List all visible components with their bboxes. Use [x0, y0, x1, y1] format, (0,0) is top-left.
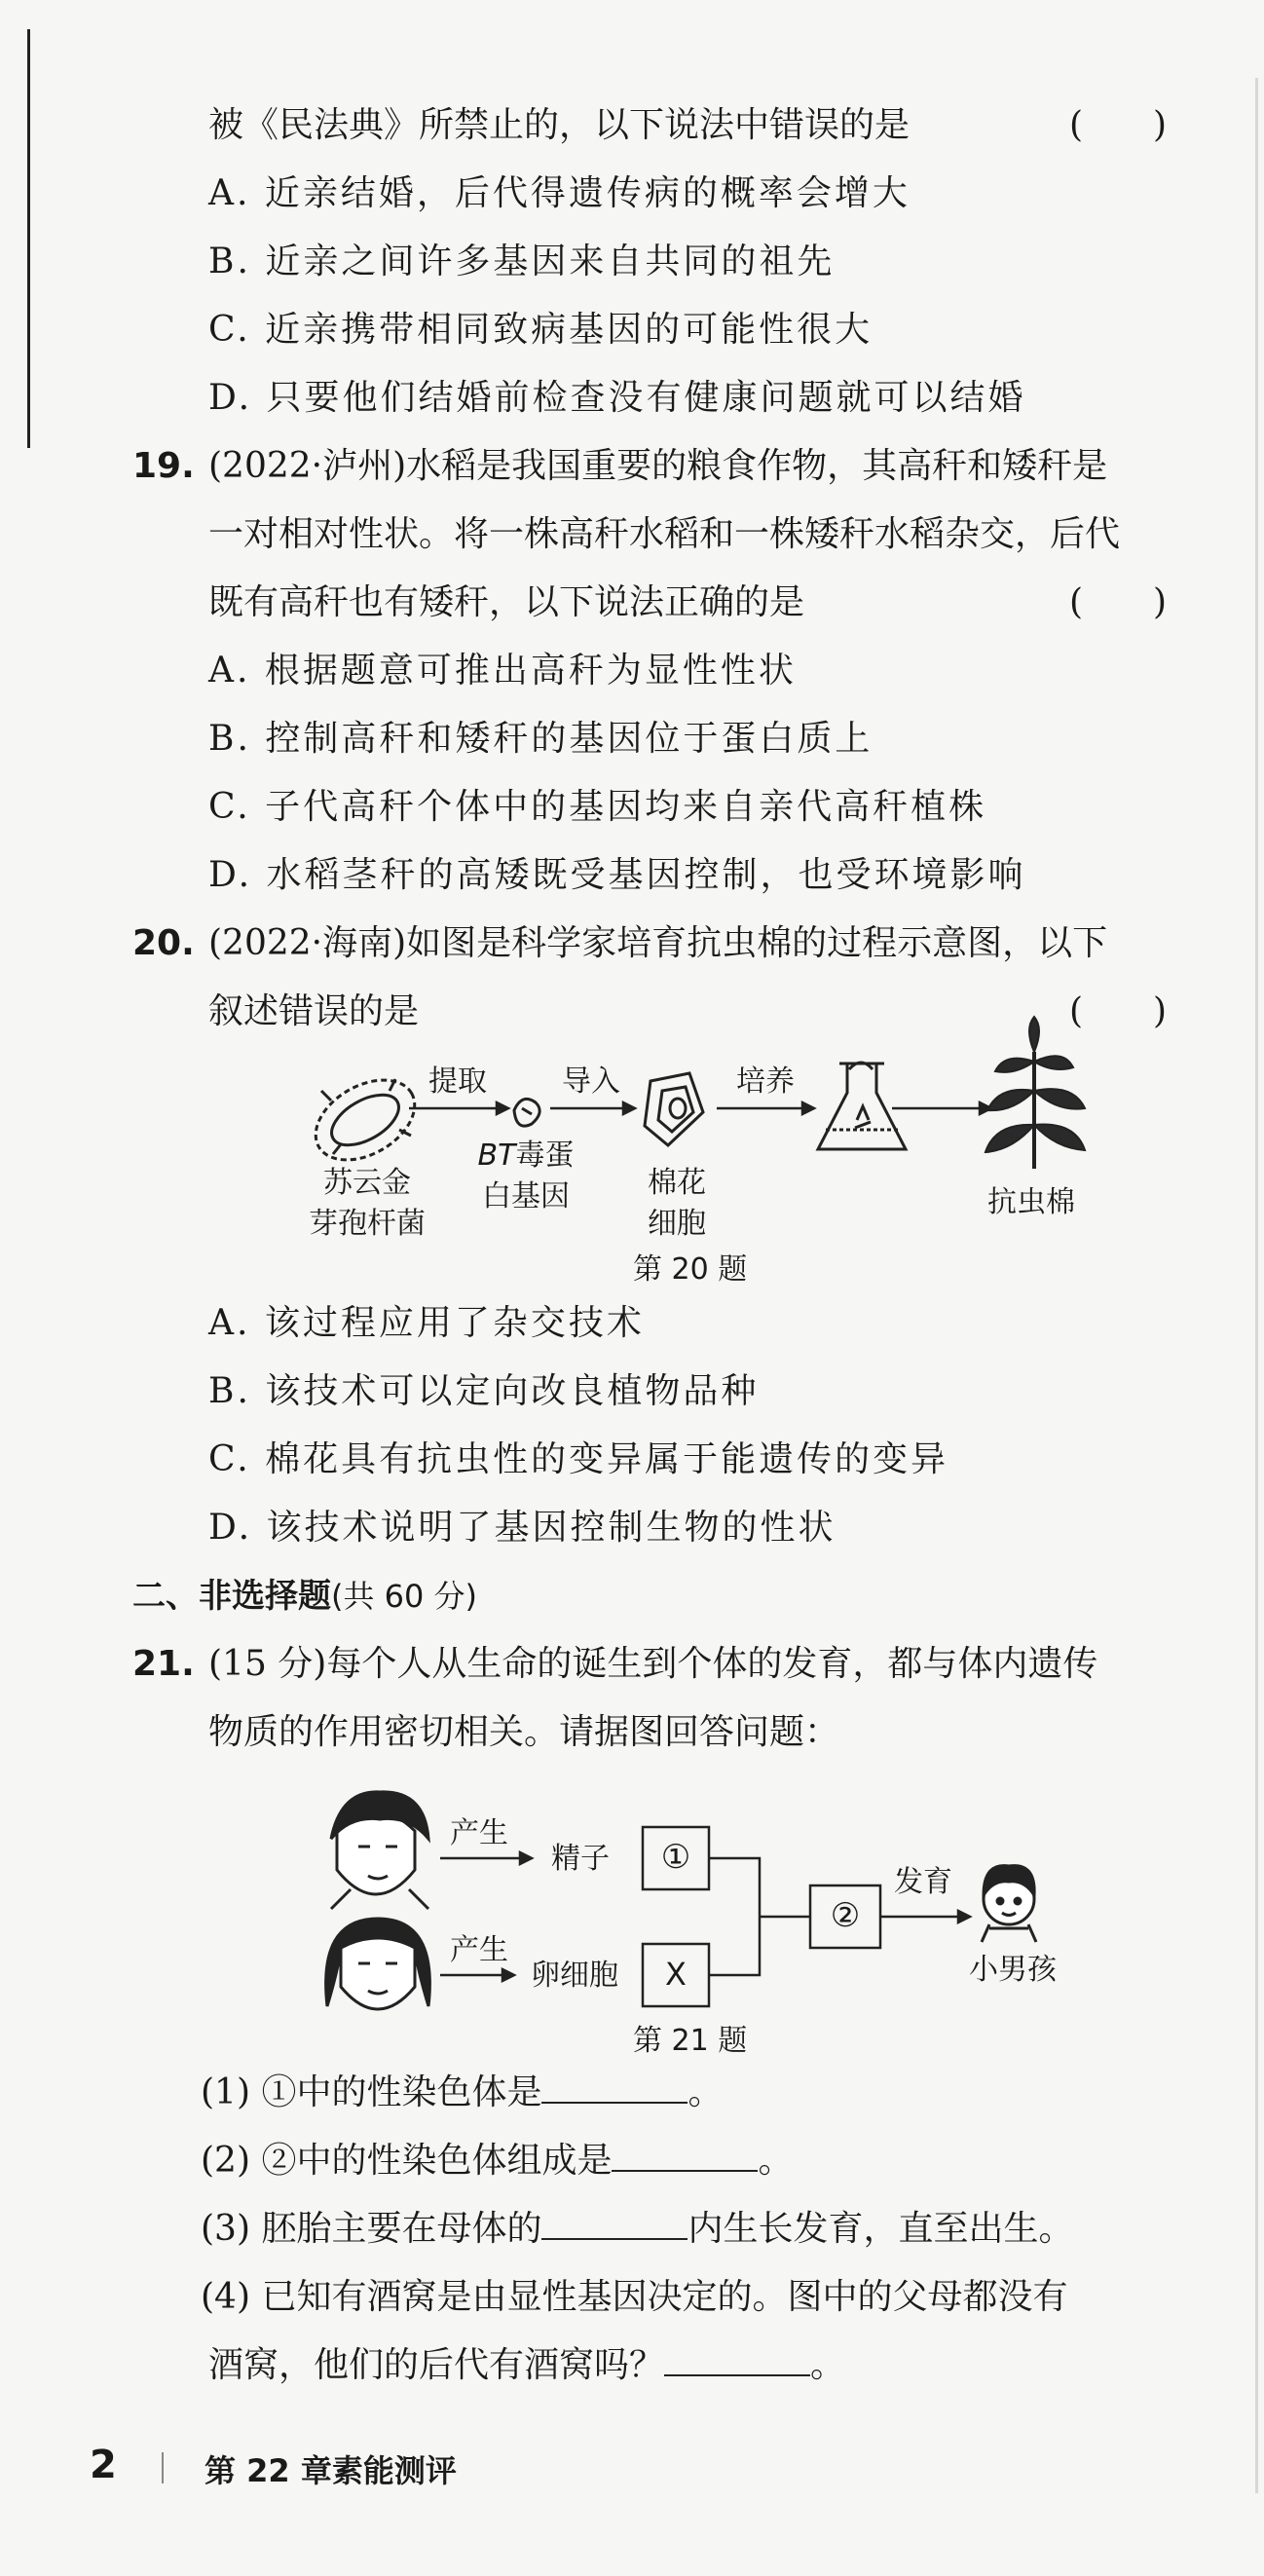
q20-answer-paren: ( ): [1069, 991, 1168, 1031]
q19-stem-line1: (2022·泸州)水稻是我国重要的粮食作物，其高秆和矮秆是: [208, 446, 1108, 486]
label-cell-line1: 棉花: [648, 1166, 706, 1200]
q20-option-d: D. 该技术说明了基因控制生物的性状: [208, 1508, 836, 1548]
q21-sub2: [201, 2137, 793, 2185]
q19-option-d: D. 水稻茎秆的高矮既受基因控制，也受环境影响: [208, 855, 1026, 895]
q21-sub4-line2: [208, 2341, 845, 2390]
figure-20-caption: 第 20 题: [633, 1252, 748, 1287]
box-label-x: X: [665, 1956, 687, 1993]
section-points: (共 60 分): [331, 1578, 478, 1615]
q21-sub4-line1: (4) 已知有酒窝是由显性基因决定的。图中的父母都没有: [201, 2277, 1068, 2317]
q18-option-b: B. 近亲之间许多基因来自共同的祖先: [208, 242, 836, 281]
q21-sub1-text: (1) ①中的性染色体是: [201, 2072, 542, 2112]
boy-face-icon: [982, 1866, 1036, 1942]
q20-stem-line1: (2022·海南)如图是科学家培育抗虫棉的过程示意图，以下: [208, 923, 1108, 963]
label-produce-father: 产生: [450, 1816, 508, 1850]
q21-sub4-blank[interactable]: [664, 2341, 810, 2376]
q19-option-b: B. 控制高秆和矮秆的基因位于蛋白质上: [208, 719, 874, 759]
q21-number: 21.: [132, 1644, 195, 1684]
arrow-label-culture: 培养: [736, 1064, 795, 1099]
label-gene-line2: 白基因: [482, 1179, 570, 1213]
q20-option-b: B. 该技术可以定向改良植物品种: [208, 1371, 760, 1411]
box-label-1: ①: [660, 1838, 691, 1877]
label-cell-line2: 细胞: [648, 1207, 706, 1241]
q21-sub1: [201, 2069, 723, 2117]
figure-21-caption: 第 21 题: [633, 2024, 748, 2058]
q20-option-c: C. 棉花具有抗虫性的变异属于能遗传的变异: [208, 1439, 949, 1479]
label-produce-mother: 产生: [450, 1933, 508, 1967]
page-number: 2: [90, 2443, 117, 2487]
q18-option-c: C. 近亲携带相同致病基因的可能性很大: [208, 310, 874, 350]
q21-sub3: [201, 2205, 1073, 2254]
q19-stem-line2: 一对相对性状。将一株高秆水稻和一株矮秆水稻杂交，后代: [208, 514, 1121, 554]
q20-number: 20.: [132, 923, 195, 963]
q19-stem-line3: 既有高秆也有矮秆，以下说法正确的是: [208, 582, 805, 622]
q18-answer-paren: ( ): [1069, 105, 1168, 145]
q19-number: 19.: [132, 446, 195, 486]
arrow-mother-produce: [440, 1969, 514, 1981]
q21-sub2-text: (2) ②中的性染色体组成是: [201, 2141, 613, 2181]
q18-option-a: A. 近亲结婚，后代得遗传病的概率会增大: [208, 173, 911, 213]
q21-stem-line2: 物质的作用密切相关。请据图回答问题：: [208, 1712, 840, 1752]
arrow-label-extract: 提取: [428, 1064, 487, 1099]
arrow-label-introduce: 导入: [562, 1064, 620, 1099]
q19-option-a: A. 根据题意可推出高秆为显性性状: [208, 651, 797, 691]
q19-option-c: C. 子代高秆个体中的基因均来自亲代高秆植株: [208, 787, 987, 827]
q21-sub1-end: 。: [688, 2072, 724, 2112]
box-label-2: ②: [830, 1896, 861, 1935]
q21-sub1-blank[interactable]: [541, 2069, 688, 2104]
q18-stem-tail: 被《民法典》所禁止的，以下说法中错误的是: [208, 105, 911, 145]
arrow-father-produce: [440, 1852, 532, 1864]
label-sperm: 精子: [551, 1842, 610, 1876]
label-cotton-plant: 抗虫棉: [987, 1185, 1075, 1219]
label-gene-bt: BT: [477, 1139, 516, 1173]
label-boy: 小男孩: [969, 1953, 1057, 1987]
label-bacterium-line2: 芽孢杆菌: [309, 1207, 426, 1241]
q21-sub2-end: 。: [758, 2141, 794, 2181]
section-title: 二、非选择题: [132, 1577, 331, 1616]
q21-sub3-blank[interactable]: [541, 2205, 688, 2240]
footer-chapter-title: 第 22 章素能测评: [204, 2452, 457, 2489]
connector-lines: [709, 1858, 810, 1975]
q21-sub3-end: 内生长发育，直至出生。: [688, 2209, 1074, 2249]
q21-sub2-blank[interactable]: [612, 2137, 758, 2172]
father-face-icon: [331, 1792, 428, 1909]
q21-sub4-end: 。: [810, 2345, 846, 2385]
footer-separator: [162, 2452, 164, 2483]
label-bacterium-line1: 苏云金: [323, 1166, 411, 1200]
label-egg: 卵细胞: [531, 1959, 618, 1993]
q19-answer-paren: ( ): [1069, 582, 1168, 622]
arrow-develop: [880, 1911, 970, 1923]
q20-option-a: A. 该过程应用了杂交技术: [208, 1303, 645, 1343]
mother-face-icon: [326, 1919, 430, 2009]
q21-stem-line1: (15 分)每个人从生命的诞生到个体的发育，都与体内遗传: [208, 1644, 1098, 1684]
q21-sub4-text: 酒窝，他们的后代有酒窝吗？: [208, 2345, 665, 2385]
q20-stem-line2: 叙述错误的是: [208, 991, 420, 1031]
q21-sub3-text: (3) 胚胎主要在母体的: [201, 2209, 542, 2249]
label-gene-poison: 毒蛋: [515, 1139, 575, 1173]
label-develop: 发育: [894, 1865, 952, 1899]
q18-option-d: D. 只要他们结婚前检查没有健康问题就可以结婚: [208, 378, 1026, 418]
